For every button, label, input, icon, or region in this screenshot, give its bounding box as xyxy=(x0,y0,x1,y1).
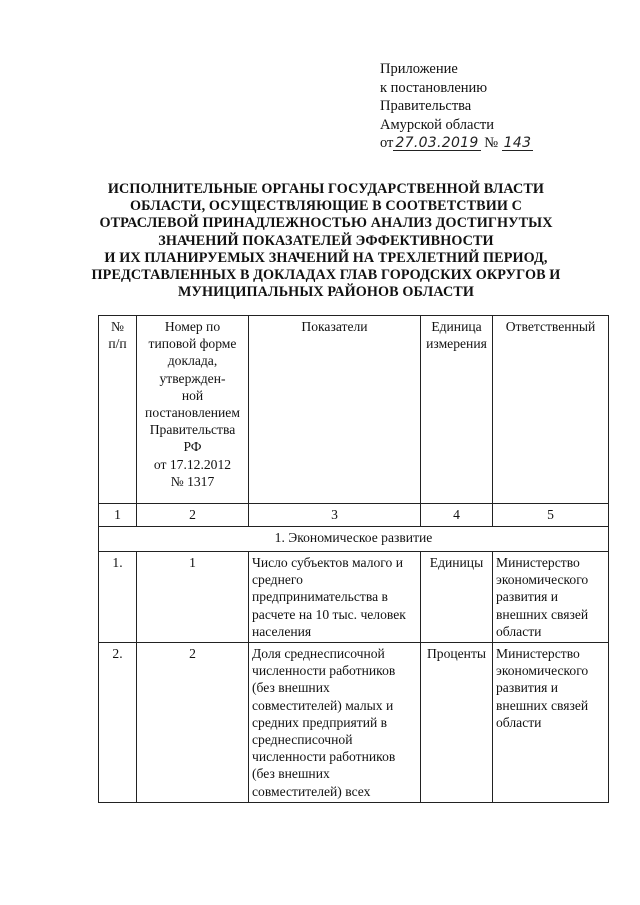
header-cell-num xyxy=(99,316,137,504)
indicator-cell: Доля среднесписочной численности работников (без внешних совместителей) малых и средних предприятий в среднесписочной численности работников (без внешних совместителей) всех xyxy=(249,643,421,803)
unit-cell: Проценты xyxy=(421,643,493,803)
header-num-text: № п/п xyxy=(108,319,127,352)
column-number-row xyxy=(99,504,609,527)
title-line: ЗНАЧЕНИЙ ПОКАЗАТЕЛЕЙ ЭФФЕКТИВНОСТИ xyxy=(158,232,494,249)
header-cell-form-number xyxy=(137,316,249,504)
section-title: 1. Экономическое развитие xyxy=(99,527,609,552)
column-number-cell: 4 xyxy=(421,504,493,527)
title-line: МУНИЦИПАЛЬНЫХ РАЙОНОВ ОБЛАСТИ xyxy=(178,284,474,301)
title-line: ПРЕДСТАВЛЕННЫХ В ДОКЛАДАХ ГЛАВ ГОРОДСКИХ ОКРУГОВ И xyxy=(91,267,561,284)
column-number-cell: 1 xyxy=(99,504,137,527)
handwritten-number: 143 xyxy=(503,135,532,151)
section-row xyxy=(99,527,609,552)
header-cell-unit xyxy=(421,316,493,504)
appendix-line-4: Амурской области xyxy=(380,116,494,133)
indicator-cell: Число субъектов малого и среднего предпринимательства в расчете на 10 тыс. человек населения xyxy=(249,552,421,643)
indicators-table xyxy=(98,315,609,803)
row-number-cell: 1. xyxy=(99,552,137,643)
handwritten-date: 27.03.2019 xyxy=(395,135,479,151)
appendix-date-line xyxy=(380,134,610,153)
header-indicators-text: Показатели xyxy=(301,319,368,334)
appendix-line-3: Правительства xyxy=(380,98,472,114)
title-line: ОТРАСЛЕВОЙ ПРИНАДЛЕЖНОСТЬЮ АНАЛИЗ ДОСТИГНУТЫХ xyxy=(99,215,553,232)
title-line: ОБЛАСТИ, ОСУЩЕСТВЛЯЮЩИЕ В СООТВЕТСТВИИ С xyxy=(130,198,522,215)
form-number-cell: 1 xyxy=(137,552,249,643)
unit-cell: Единицы xyxy=(421,552,493,643)
header-responsible-text: Ответственный xyxy=(505,319,596,334)
header-unit-text: Единица измерения xyxy=(426,319,487,352)
responsible-cell: Министерство экономического развития и внешних связей области xyxy=(493,552,609,643)
title-line: ИСПОЛНИТЕЛЬНЫЕ ОРГАНЫ ГОСУДАРСТВЕННОЙ ВЛАСТИ xyxy=(107,181,545,197)
column-number-cell: 3 xyxy=(249,504,421,527)
header-cell-responsible xyxy=(493,316,609,504)
form-number-cell: 2 xyxy=(137,643,249,803)
column-number-cell: 5 xyxy=(493,504,609,527)
header-cell-indicators xyxy=(249,316,421,504)
date-prefix: от xyxy=(380,135,394,151)
appendix-line-1: Приложение xyxy=(380,61,458,77)
appendix-block xyxy=(380,60,610,153)
number-prefix: № xyxy=(484,135,499,151)
row-number-cell: 2. xyxy=(99,643,137,803)
responsible-cell: Министерство экономического развития и внешних связей области xyxy=(493,643,609,803)
header-form-number-text: Номер по типовой форме доклада, утвержден- ной постановлением Правительства РФ от 17.12.2012 № 1317 xyxy=(145,319,240,489)
document-title xyxy=(70,181,582,301)
column-number-cell: 2 xyxy=(137,504,249,527)
title-line: И ИХ ПЛАНИРУЕМЫХ ЗНАЧЕНИЙ НА ТРЕХЛЕТНИЙ ПЕРИОД, xyxy=(104,249,548,266)
table-header-row xyxy=(99,316,609,504)
table-row xyxy=(99,552,609,643)
table-row xyxy=(99,643,609,803)
appendix-line-2: к постановлению xyxy=(380,79,488,96)
